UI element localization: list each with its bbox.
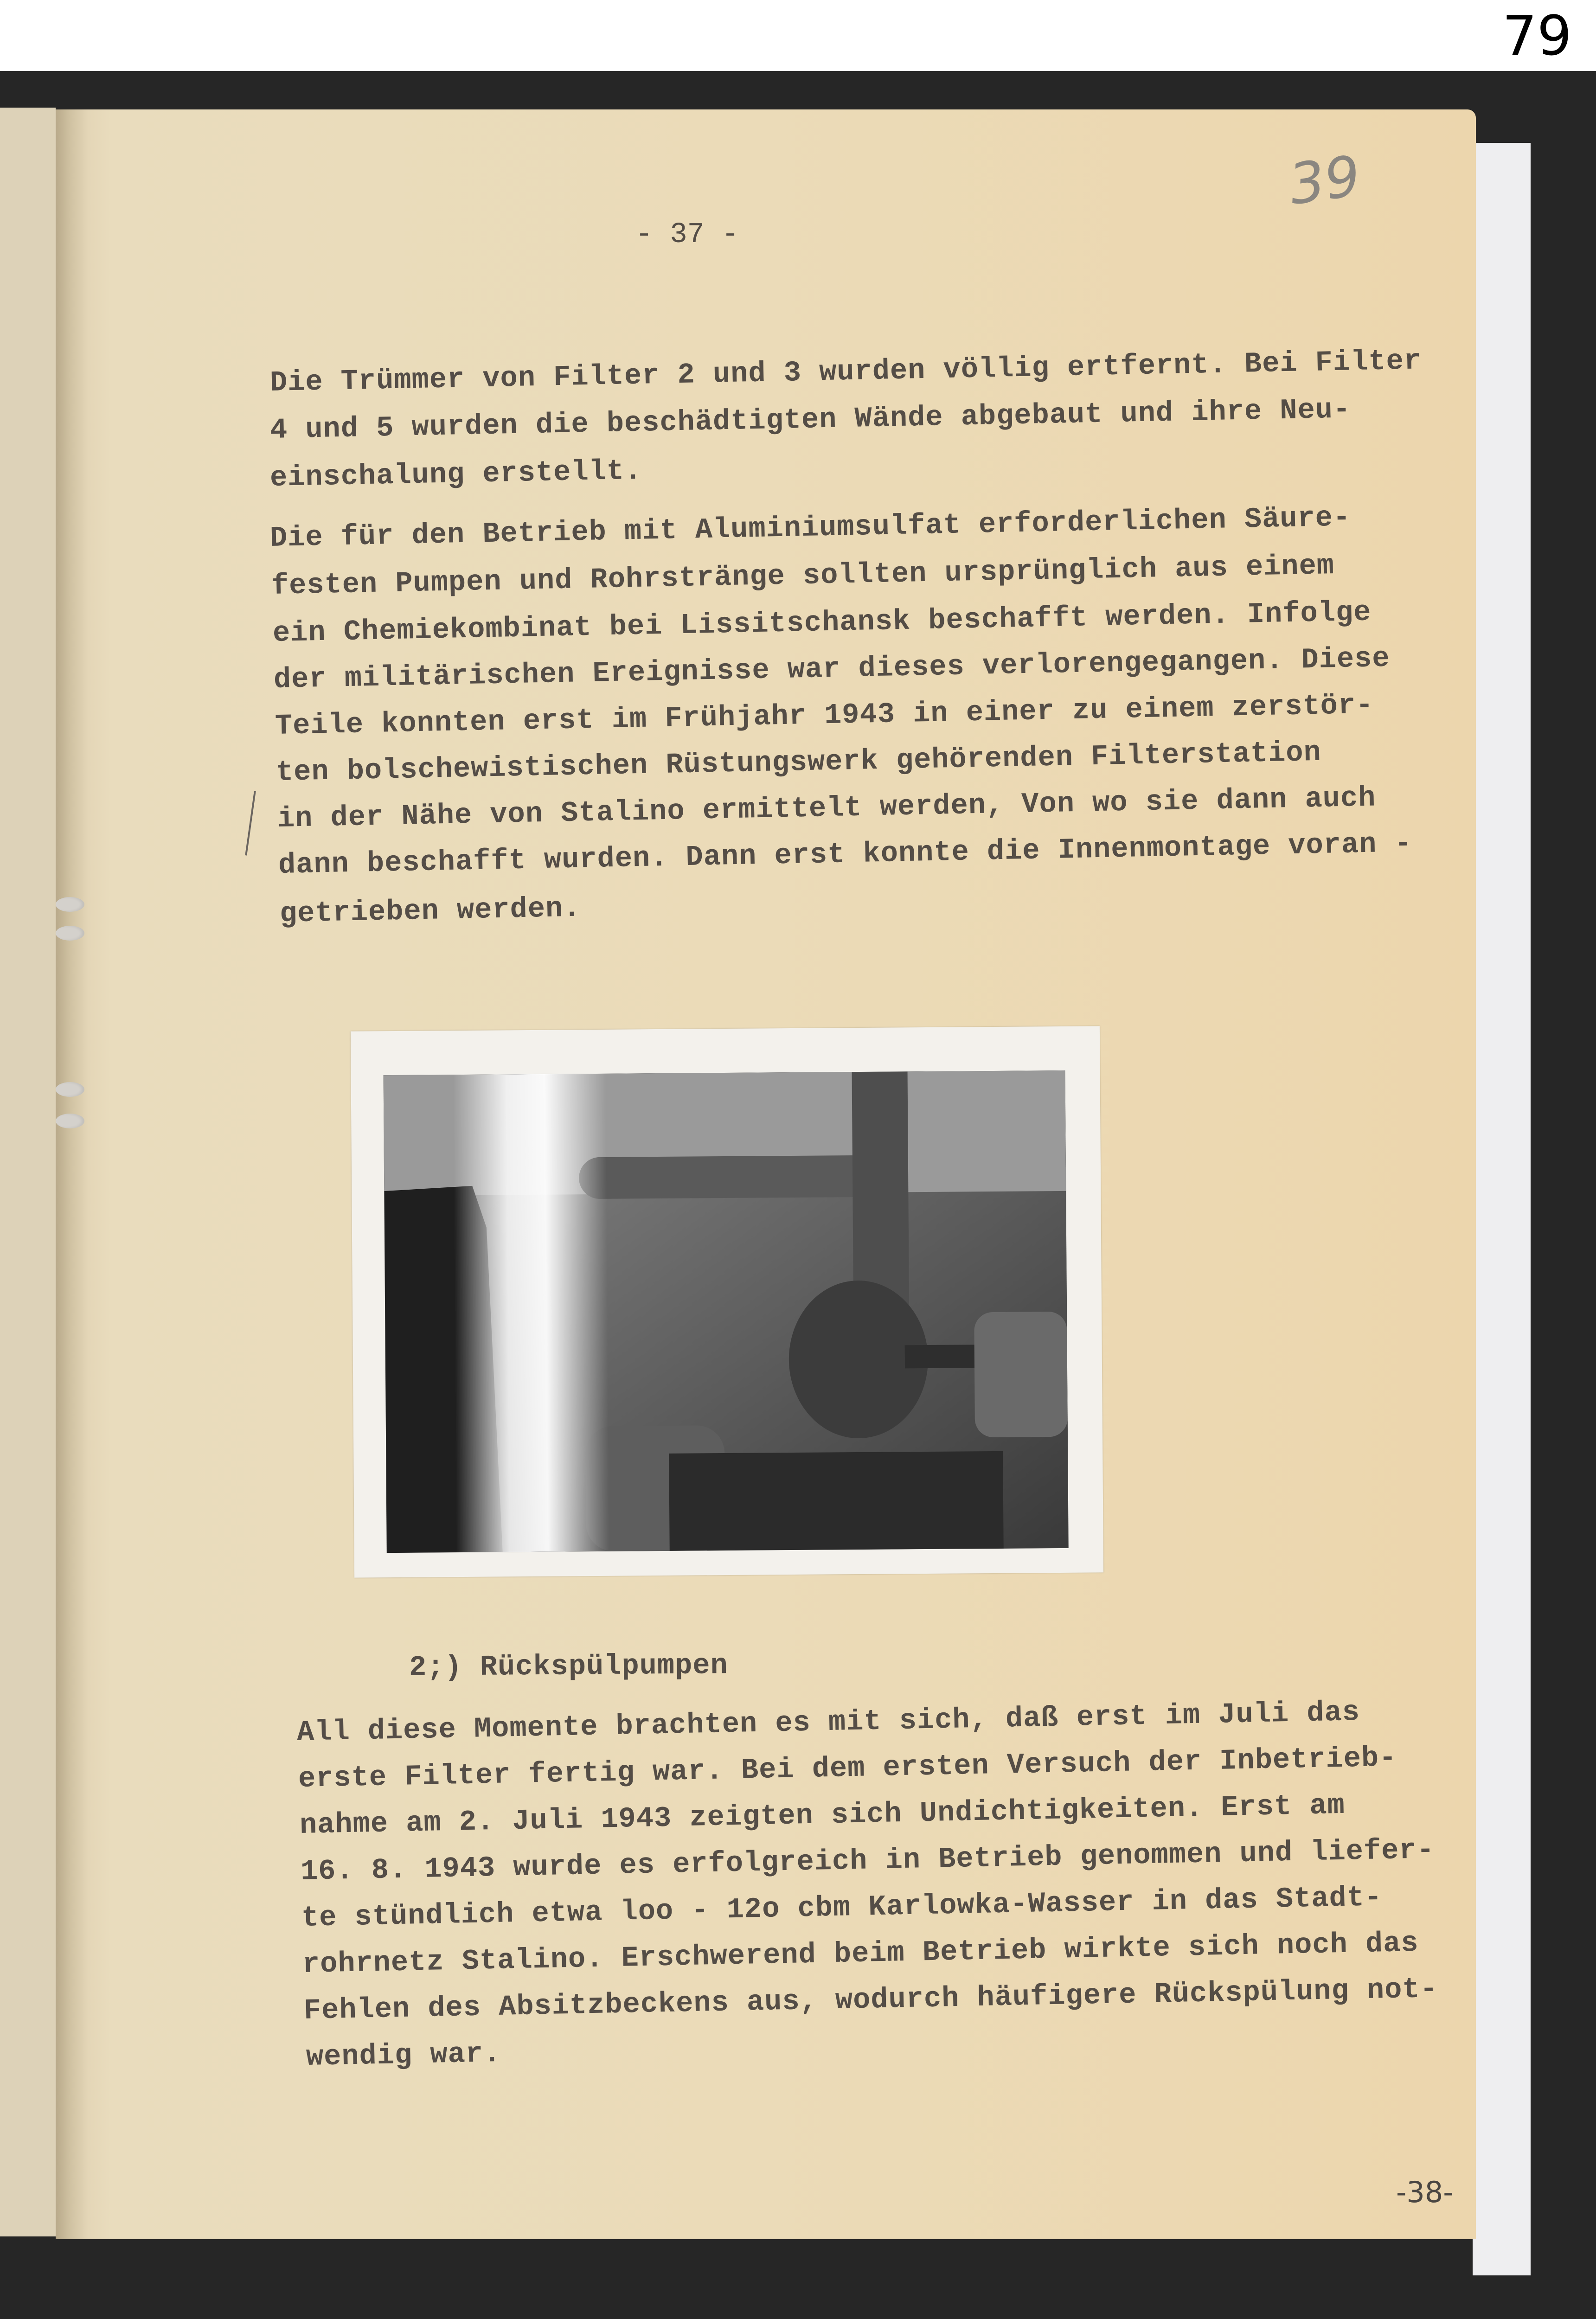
paragraph-2-line: in der Nähe von Stalino ermittelt werden, Von wo sie dann auch (277, 781, 1377, 835)
paragraph-3-line: erste Filter fertig war. Bei dem ersten Versuch der Inbetrieb- (298, 1741, 1397, 1795)
paragraph-3-line: te stündlich etwa loo - 12o cbm Karlowka-Wasser in das Stadt- (301, 1881, 1383, 1935)
underlying-white-sheet (1473, 143, 1531, 2275)
paragraph-1-line: einschalung erstellt. (269, 454, 642, 494)
punch-hole (56, 926, 84, 941)
punch-hole (56, 1114, 84, 1128)
paragraph-2-line: getrieben werden. (279, 891, 582, 930)
facing-page-edge (0, 108, 56, 2236)
pump-photograph (384, 1070, 1069, 1553)
photo-light-flare (453, 1074, 609, 1552)
paragraph-1-line: Die Trümmer von Filter 2 und 3 wurden völlig ertfernt. Bei Filter (269, 344, 1422, 399)
paragraph-3-line: rohrnetz Stalino. Erschwerend beim Betrieb wirkte sich noch das (302, 1926, 1419, 1981)
punch-hole (56, 1082, 84, 1097)
paragraph-3-line: wendig war. (306, 2037, 501, 2074)
photo-pipe-vertical (852, 1071, 910, 1313)
page-header-number: - 37 - (635, 218, 739, 251)
paragraph-2-line: Die für den Betrieb mit Aluminiumsulfat erforderlichen Säure- (269, 501, 1351, 555)
paragraph-2-line: Teile konnten erst im Frühjahr 1943 in einer zu einem zerstör- (275, 688, 1374, 743)
pencil-folio-number: 39 (1285, 144, 1365, 218)
photo-motor-right (974, 1312, 1068, 1437)
section-heading: 2;) Rückspülpumpen (409, 1649, 728, 1684)
scan-header-bar (0, 0, 1596, 71)
paragraph-3-line: All diese Momente brachten es mit sich, daß erst im Juli das (296, 1695, 1360, 1749)
page-footer-number: -38- (1396, 2175, 1454, 2209)
paragraph-2-line: der militärischen Ereignisse war dieses verlorengegangen. Diese (273, 641, 1391, 696)
paragraph-3-line: nahme am 2. Juli 1943 zeigten sich Undichtigkeiten. Erst am (299, 1788, 1346, 1842)
photo-mount (351, 1026, 1103, 1577)
paragraph-2-line: ein Chemiekombinat bei Lissitschansk beschafft werden. Infolge (272, 596, 1372, 650)
punch-hole (56, 897, 84, 912)
photo-scene (384, 1070, 1069, 1553)
paragraph-2-line: dann beschafft wurden. Dann erst konnte die Innenmontage voran - (278, 827, 1413, 882)
paragraph-2-line: festen Pumpen und Rohrstränge sollten ursprünglich aus einem (271, 549, 1335, 602)
paragraph-2-line: ten bolschewistischen Rüstungswerk gehörenden Filterstation (276, 736, 1322, 789)
photo-base-frame (669, 1451, 1003, 1551)
paragraph-3-line: Fehlen des Absitzbeckens aus, wodurch häufigere Rückspülung not- (303, 1973, 1438, 2027)
paragraph-1-line: 4 und 5 wurden die beschädtigten Wände abgebaut und ihre Neu- (269, 393, 1351, 447)
paragraph-3-line: 16. 8. 1943 wurde es erfolgreich in Betrieb genommen und liefer- (300, 1833, 1435, 1888)
scan-image-number: 79 (1502, 4, 1572, 68)
